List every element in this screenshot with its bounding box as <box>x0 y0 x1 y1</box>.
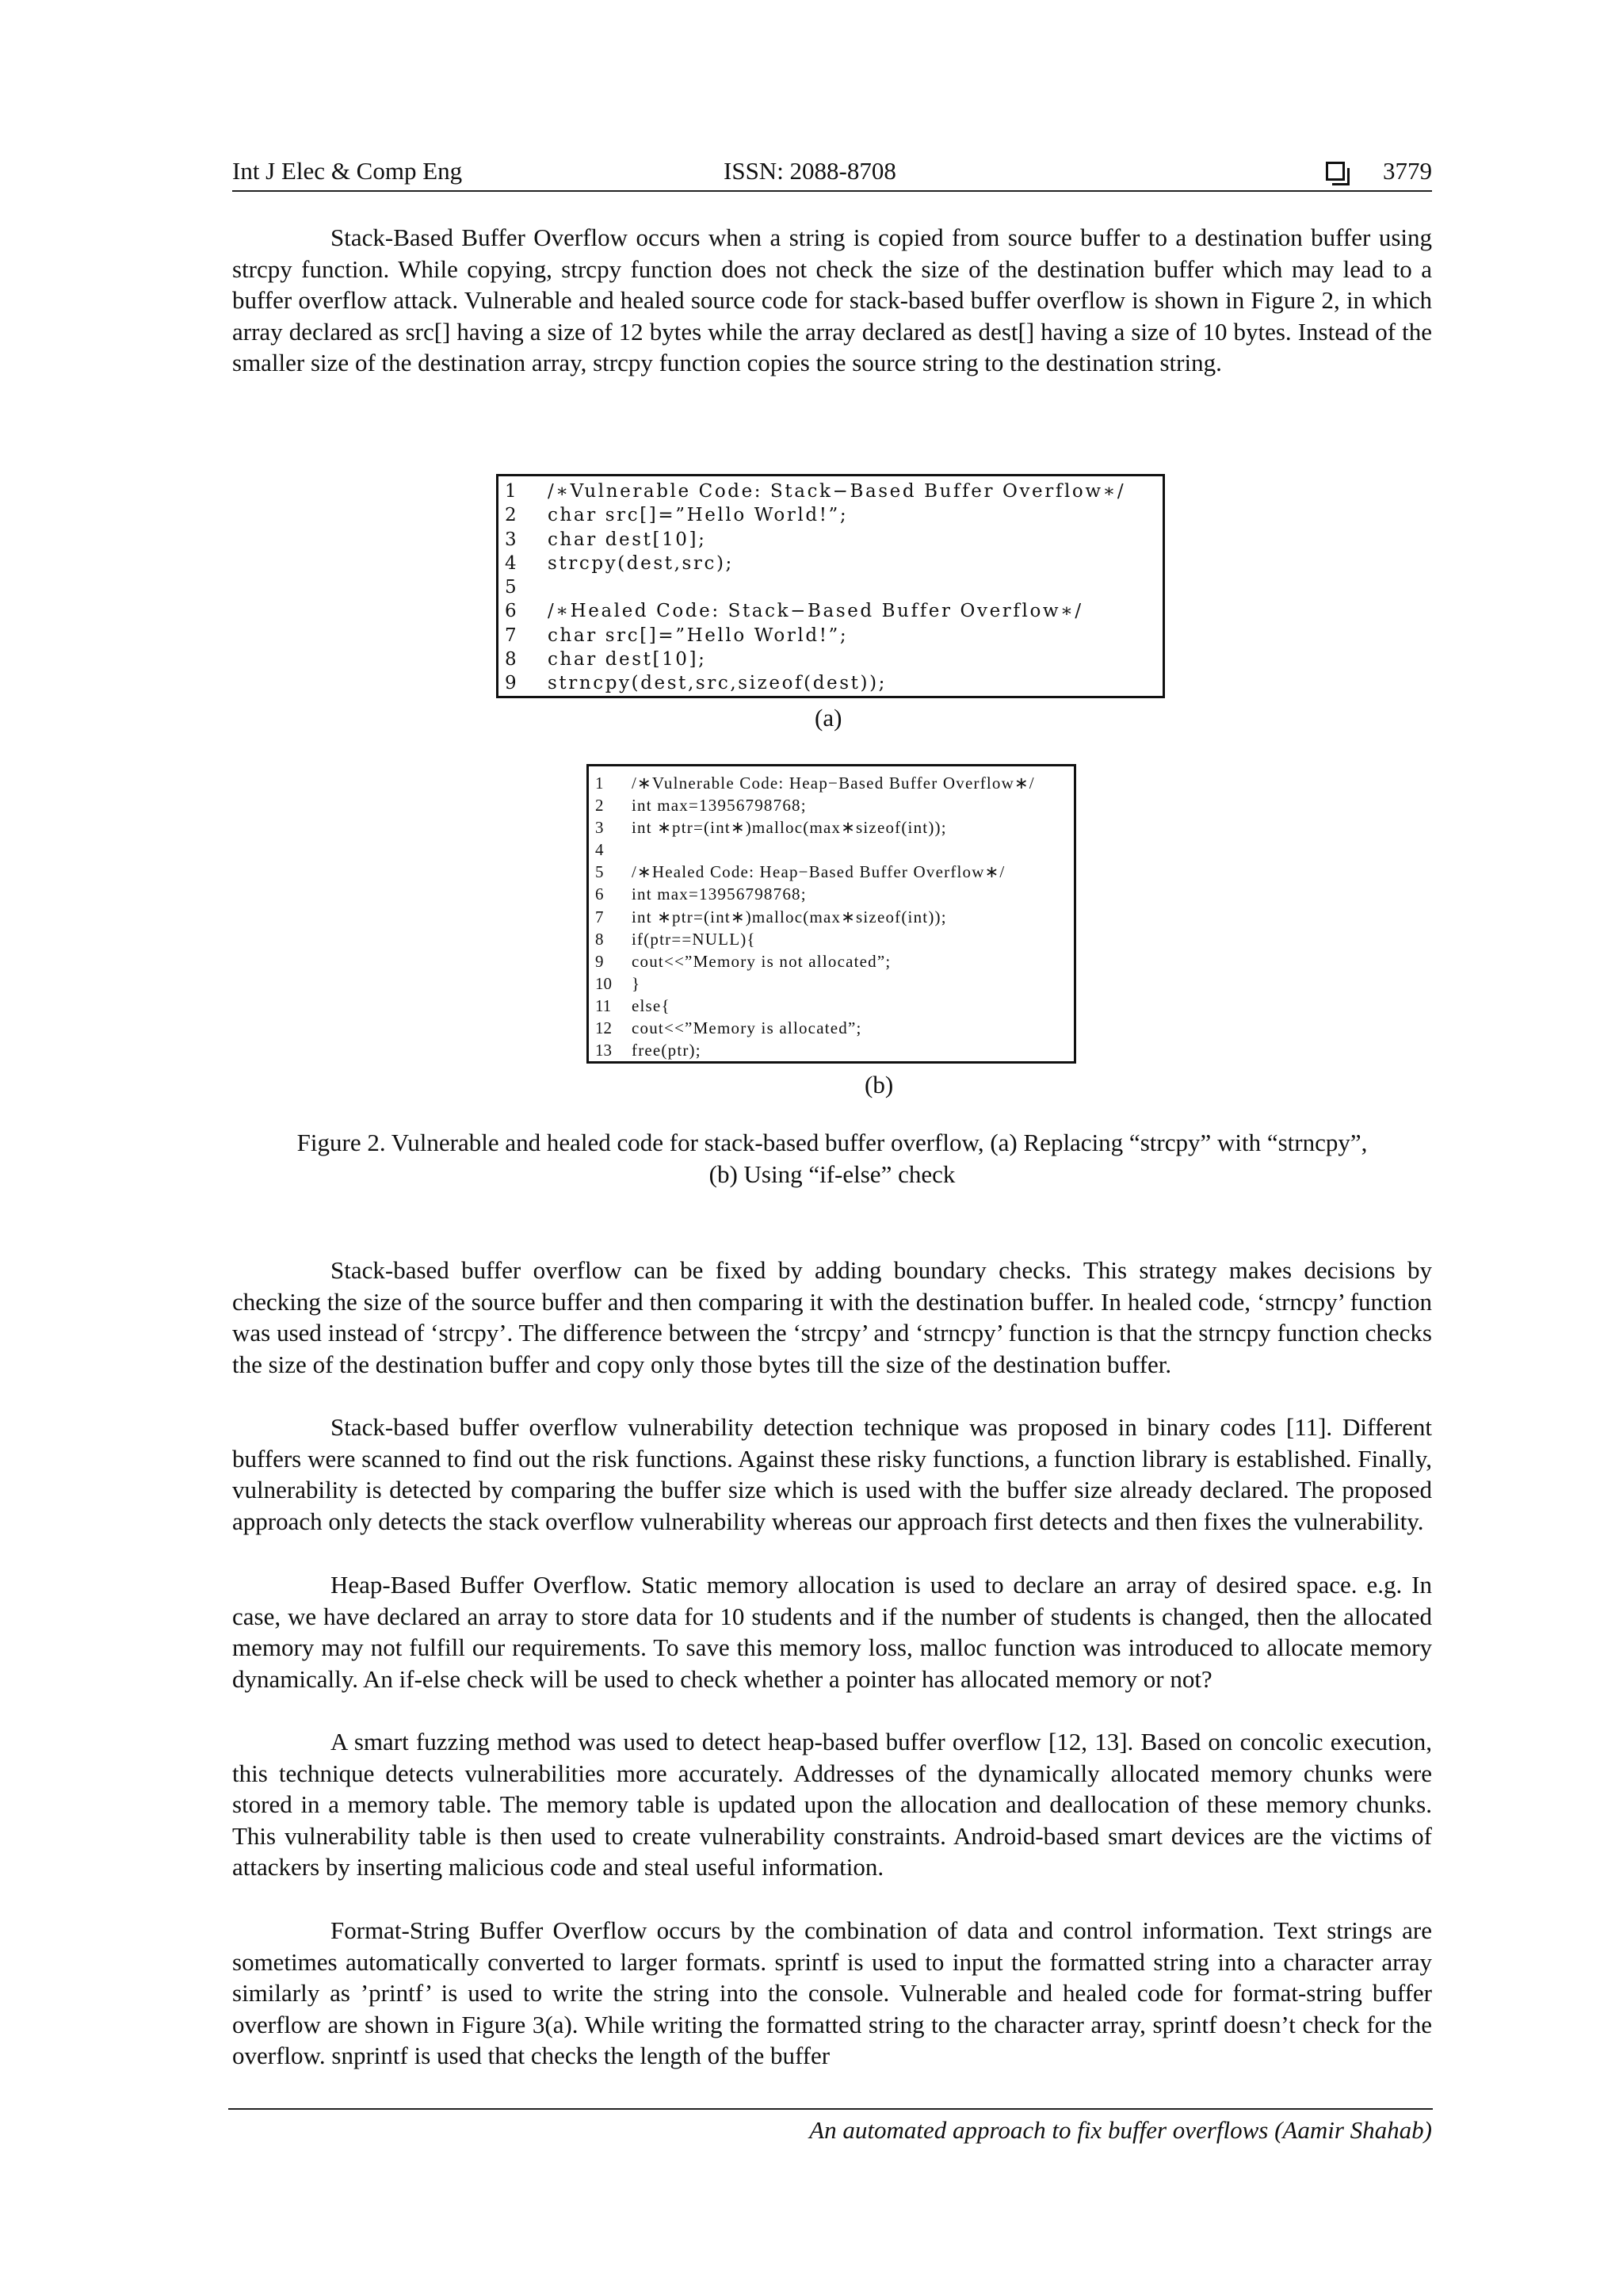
code-line <box>505 552 1163 575</box>
code-line <box>595 839 1074 861</box>
code-line <box>595 972 1074 995</box>
code-line <box>505 575 1163 599</box>
footer-rule <box>228 2108 1433 2110</box>
code-text: /∗Vulnerable Code: Heap−Based Buffer Overflow∗/ <box>632 774 1035 793</box>
caption-line-2: (b) Using “if-else” check <box>708 1160 956 1188</box>
running-title: An automated approach to fix buffer overflows (Aamir Shahab) <box>809 2116 1432 2144</box>
code-line <box>595 995 1074 1017</box>
line-number: 8 <box>595 929 604 949</box>
line-number: 4 <box>505 552 519 574</box>
paragraph-smart-fuzzing: A smart fuzzing method was used to detect heap-based buffer overflow [12, 13]. Based on concolic execution, this technique detects vulnerabilities more accurately. Addresses of the dynamically allocated memory chunks were stored in a memory table. The memory table is updated upon the allocation and deallocation of these memory chunks. This vulnerability table is then used to create vulnerability constraints. Android-based smart devices are the victims of attackers by inserting malicious code and steal useful information. <box>232 1728 1432 1881</box>
line-number: 7 <box>595 907 604 926</box>
code-text: strncpy(dest,src,sizeof(dest)); <box>548 673 888 694</box>
code-line <box>505 671 1163 695</box>
line-number: 8 <box>505 649 519 670</box>
page-number: 3779 <box>1383 157 1432 185</box>
code-text: /∗Healed Code: Heap−Based Buffer Overflow∗/ <box>632 862 1006 882</box>
code-line <box>505 648 1163 671</box>
code-text: /∗Healed Code: Stack−Based Buffer Overflow∗/ <box>548 601 1083 622</box>
subfigure-label-a: (a) <box>815 704 842 732</box>
code-listing-a <box>496 474 1165 698</box>
code-line <box>595 772 1074 794</box>
line-number: 7 <box>505 625 519 646</box>
code-line <box>595 906 1074 928</box>
code-line <box>595 816 1074 839</box>
code-line <box>595 950 1074 972</box>
code-line <box>505 528 1163 552</box>
code-text: char src[]=”Hello World!”; <box>548 505 849 526</box>
line-number: 5 <box>595 862 604 882</box>
line-number: 3 <box>595 818 604 838</box>
code-line <box>505 503 1163 527</box>
line-number: 1 <box>595 774 604 793</box>
line-number: 2 <box>505 505 519 526</box>
code-line <box>595 861 1074 883</box>
code-text: cout<<”Memory is allocated”; <box>632 1018 862 1038</box>
caption-line-1: Figure 2. Vulnerable and healed code for stack-based buffer overflow, (a) Replacing “strcpy” with “strncpy”, <box>296 1129 1368 1156</box>
line-number: 3 <box>505 529 519 550</box>
box-icon <box>1326 162 1345 181</box>
line-number: 13 <box>595 1041 612 1060</box>
code-text: else{ <box>632 995 670 1015</box>
page-header <box>232 155 1432 192</box>
code-text: cout<<”Memory is not allocated”; <box>632 951 892 971</box>
issn: ISSN: 2088-8708 <box>724 157 896 185</box>
line-number: 9 <box>595 951 604 971</box>
code-text: char src[]=”Hello World!”; <box>548 625 849 646</box>
code-line <box>595 794 1074 816</box>
line-number: 1 <box>505 481 519 502</box>
line-number: 10 <box>595 973 612 993</box>
line-number: 6 <box>595 884 604 904</box>
line-number: 4 <box>595 840 604 860</box>
code-text: free(ptr); <box>632 1041 701 1060</box>
code-line <box>595 883 1074 905</box>
line-number: 2 <box>595 796 604 816</box>
code-text: strcpy(dest,src); <box>548 552 734 574</box>
code-text: int ∗ptr=(int∗)malloc(max∗sizeof(int)); <box>632 818 947 838</box>
line-number: 11 <box>595 995 612 1015</box>
code-listing-b <box>586 764 1076 1064</box>
code-text: if(ptr==NULL){ <box>632 929 756 949</box>
code-text: int ∗ptr=(int∗)malloc(max∗sizeof(int)); <box>632 907 947 926</box>
code-text: int max=13956798768; <box>632 884 807 904</box>
line-number: 5 <box>505 577 519 598</box>
figure-caption <box>232 1127 1432 1190</box>
paragraph-format-string: Format-String Buffer Overflow occurs by the combination of data and control information. Text strings are sometimes automatically converted to larger formats. sprintf is used to input the formatted string into a character array similarly as ’printf’ is used to write the string into the console. Vulnerable and healed code for format-string buffer overflow are shown in Figure 3(a). While writing the formatted string to the character array, sprintf doesn’t check for the overflow. snprintf is used that checks the length of the buffer <box>232 1916 1432 2070</box>
code-text: } <box>632 973 641 993</box>
paragraph-stack-detection: Stack-based buffer overflow vulnerability detection technique was proposed in binary codes [11]. Different buffers were scanned to find out the risk functions. Against these risky functions, a function library is established. Finally, vulnerability is detected by comparing the buffer size which is used with the buffer size already declared. The proposed approach only detects the stack overflow vulnerability whereas our approach first detects and then fixes the vulnerability. <box>232 1413 1432 1535</box>
code-line <box>595 928 1074 950</box>
code-text: /∗Vulnerable Code: Stack−Based Buffer Overflow∗/ <box>548 481 1126 502</box>
paragraph-stack-fix: Stack-based buffer overflow can be fixed by adding boundary checks. This strategy makes decisions by checking the size of the source buffer and then comparing it with the destination buffer. In healed code, ‘strncpy’ function was used instead of ‘strcpy’. The difference between the ‘strcpy’ and ‘strncpy’ function is that the strncpy function checks the size of the destination buffer and copy only those bytes till the size of the destination buffer. <box>232 1256 1432 1378</box>
line-number: 9 <box>505 673 519 694</box>
paragraph-heap-overflow: Heap-Based Buffer Overflow. Static memory allocation is used to declare an array of desired space. e.g. In case, we have declared an array to store data for 10 students and if the number of students is changed, then the allocated memory may not fulfill our requirements. To save this memory loss, malloc function was introduced to allocate memory dynamically. An if-else check will be used to check whether a pointer has allocated memory or not? <box>232 1571 1432 1693</box>
code-text: char dest[10]; <box>548 529 707 550</box>
line-number: 12 <box>595 1018 612 1038</box>
page-number-group <box>1326 155 1432 187</box>
subfigure-label-b: (b) <box>865 1071 894 1098</box>
code-text: char dest[10]; <box>548 649 707 670</box>
code-line <box>595 1039 1074 1061</box>
code-line <box>595 1017 1074 1039</box>
code-line <box>505 479 1163 503</box>
code-line <box>505 599 1163 623</box>
code-line <box>505 624 1163 648</box>
code-text: int max=13956798768; <box>632 796 807 816</box>
journal-name: Int J Elec & Comp Eng <box>232 157 463 185</box>
line-number: 6 <box>505 601 519 622</box>
paragraph-stack-overflow-intro: Stack-Based Buffer Overflow occurs when a string is copied from source buffer to a destination buffer using strcpy function. While copying, strcpy function does not check the size of the destination buffer which may lead to a buffer overflow attack. Vulnerable and healed source code for stack-based buffer overflow is shown in Figure 2, in which array declared as src[] having a size of 12 bytes while the array declared as dest[] having a size of 10 bytes. Instead of the smaller size of the destination array, strcpy function copies the source string to the destination string. <box>232 223 1432 377</box>
